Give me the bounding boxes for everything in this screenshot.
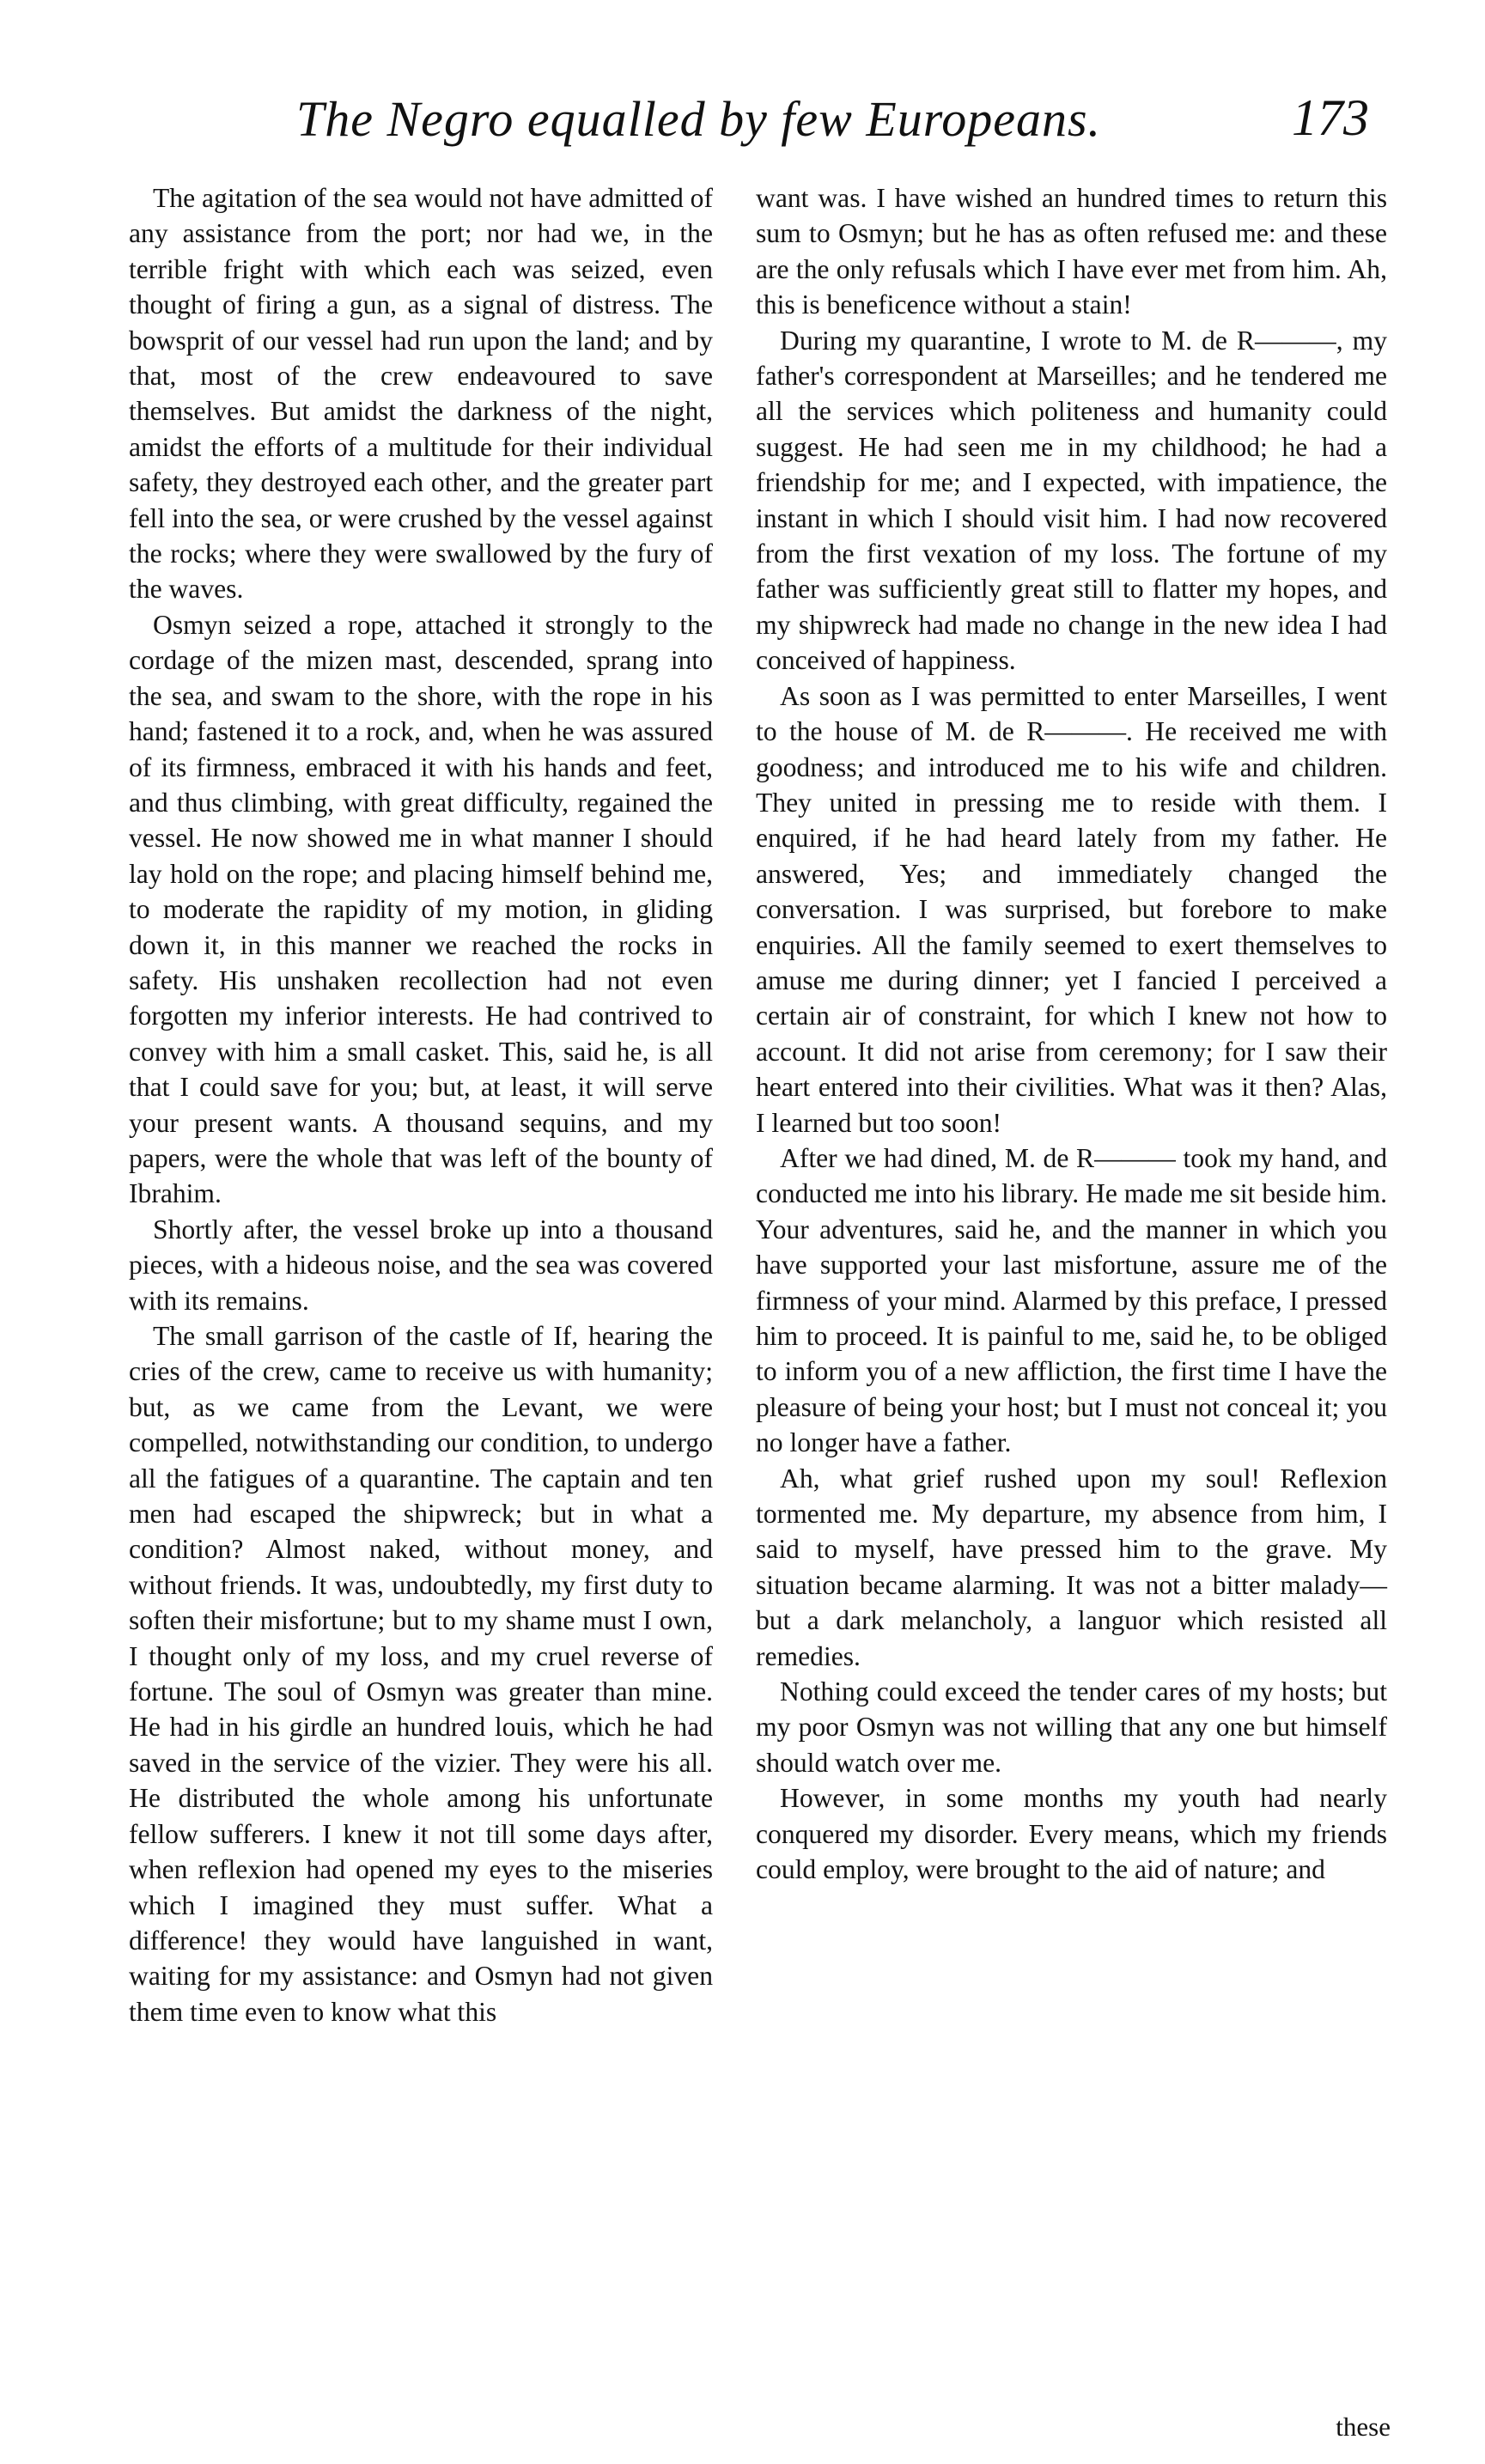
- paragraph: want was. I have wished an hundred times to return this sum to Osmyn; but he has as often refused me: and these are the only refusals which I have ever met from him. Ah, this is beneficence without a stain!: [756, 183, 1387, 320]
- page-number: 173: [1292, 89, 1369, 146]
- running-title: The Negro equalled by few Europeans.: [296, 91, 1102, 147]
- catchword: these: [1336, 2412, 1391, 2442]
- paragraph: The small garrison of the castle of If, hearing the cries of the crew, came to receive us with humanity; but, as we came from the Levant, we were compelled, notwithstanding our condition, to undergo all the fatigues of a quarantine. The captain and ten men had escaped the shipwreck; but in what a condition? Almost naked, without money, and without friends. It was, undoubtedly, my first duty to soften their misfortune; but to my shame must I own, I thought only of my loss, and my cruel reverse of fortune. The soul of Osmyn was greater than mine. He had in his girdle an hundred louis, which he had saved in the service of the vizier. They were his all. He distributed the whole among his unfortunate fellow sufferers. I knew it not till some days after, when reflexion had opened my eyes to the miseries which I imagined they must suffer. What a difference! they would have languished in want, waiting for my assistance: and Osmyn had not given them time even to know what this: [129, 1321, 713, 2027]
- running-head: [0, 90, 1485, 159]
- paragraph: Ah, what grief rushed upon my soul! Reflexion tormented me. My departure, my absence from him, I said to myself, have pressed him to the grave. My situation became alarming. It was not a bitter malady—but a dark melancholy, a languor which resisted all remedies.: [756, 1463, 1387, 1671]
- paragraph: Shortly after, the vessel broke up into a thousand pieces, with a hideous noise, and the sea was covered with its remains.: [129, 1214, 713, 1316]
- paragraph: The agitation of the sea would not have admitted of any assistance from the port; nor had we, in the terrible fright with which each was seized, even thought of firing a gun, as a signal of distress. The bowsprit of our vessel had run upon the land; and by that, most of the crew endeavoured to save themselves. But amidst the darkness of the night, amidst the efforts of a multitude for their individual safety, they destroyed each other, and the greater part fell into the sea, or were crushed by the vessel against the rocks; where they were swallowed by the fury of the waves.: [129, 183, 713, 605]
- paragraph: As soon as I was permitted to enter Marseilles, I went to the house of M. de R———. He received me with goodness; and introduced me to his wife and children. They united in pressing me to reside with them. I enquired, if he had heard lately from my father. He answered, Yes; and immediately changed the conversation. I was surprised, but forebore to make enquiries. All the family seemed to exert themselves to amuse me during dinner; yet I fancied I perceived a certain air of constraint, for which I knew not how to account. It did not arise from ceremony; for I saw their heart entered into their civilities. What was it then? Alas, I learned but too soon!: [756, 680, 1387, 1138]
- left-column: [129, 180, 713, 2029]
- paragraph: During my quarantine, I wrote to M. de R———, my father's correspondent at Marseilles; and he tendered me all the services which politeness and humanity could suggest. He had seen me in my childhood; he had a friendship for me; and I expected, with impatience, the instant in which I should visit him. I had now recovered from the first vexation of my loss. The fortune of my father was sufficiently great still to flatter my hopes, and my shipwreck had made no change in the new idea I had conceived of happiness.: [756, 325, 1387, 676]
- paragraph: Nothing could exceed the tender cares of my hosts; but my poor Osmyn was not willing that any one but himself should watch over me.: [756, 1676, 1387, 1778]
- paragraph: Osmyn seized a rope, attached it strongly to the cordage of the mizen mast, descended, sprang into the sea, and swam to the shore, with the rope in his hand; fastened it to a rock, and, when he was assured of its firmness, embraced it with his hands and feet, and thus climbing, with great difficulty, regained the vessel. He now showed me in what manner I should lay hold on the rope; and placing himself behind me, to moderate the rapidity of my motion, in gliding down it, in this manner we reached the rocks in safety. His unshaken recollection had not even forgotten my inferior interests. He had contrived to convey with him a small casket. This, said he, is all that I could save for you; but, at least, it will serve your present wants. A thousand sequins, and my papers, were the whole that was left of the bounty of Ibrahim.: [129, 609, 713, 1209]
- paragraph: After we had dined, M. de R——— took my hand, and conducted me into his library. He made me sit beside him. Your adventures, said he, and the manner in which you have supported your last misfortune, assure me of the firmness of your mind. Alarmed by this preface, I pressed him to proceed. It is painful to me, said he, to be obliged to inform you of a new affliction, the first time I have the pleasure of being your host; but I must not conceal it; you no longer have a father.: [756, 1142, 1387, 1458]
- paragraph: However, in some months my youth had nearly conquered my disorder. Every means, which my friends could employ, were brought to the aid of nature; and: [756, 1783, 1387, 1885]
- right-column: [756, 180, 1387, 1888]
